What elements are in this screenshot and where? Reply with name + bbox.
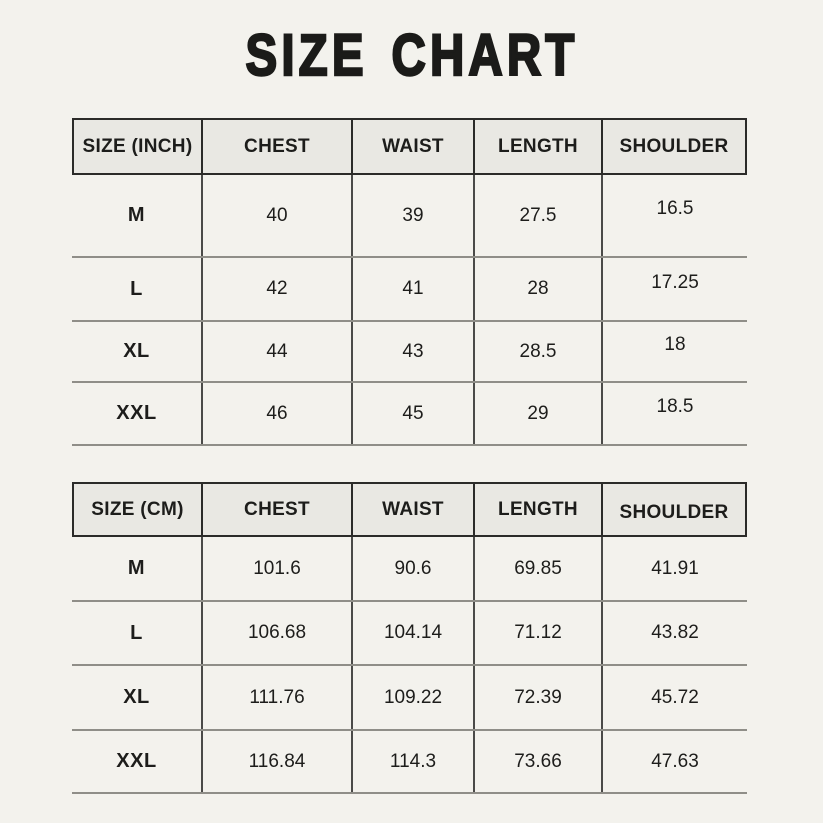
cm-row-xl [72, 666, 747, 731]
inch-row-l [72, 258, 747, 322]
cm-row-xxl [72, 731, 747, 794]
size-table-cm [72, 482, 747, 794]
length-value: 73.66 [475, 731, 603, 792]
header-size-inch: SIZE (INCH) [72, 118, 203, 175]
header-shoulder: SHOULDER [603, 118, 747, 175]
waist-value: 109.22 [353, 666, 475, 729]
length-value: 72.39 [475, 666, 603, 729]
waist-value: 104.14 [353, 602, 475, 664]
waist-value: 114.3 [353, 731, 475, 792]
header-shoulder: SHOULDER [603, 482, 747, 537]
chest-value: 40 [203, 175, 353, 256]
header-size-cm: SIZE (CM) [72, 482, 203, 537]
shoulder-value: 43.82 [651, 622, 699, 643]
size-label: XXL [72, 383, 203, 444]
waist-value: 41 [353, 258, 475, 320]
inch-header-row [72, 118, 747, 175]
chest-value: 42 [203, 258, 353, 320]
header-chest: CHEST [203, 482, 353, 537]
chest-value: 116.84 [203, 731, 353, 792]
shoulder-value: 18 [664, 334, 686, 355]
chest-value: 106.68 [203, 602, 353, 664]
size-label: XL [72, 322, 203, 381]
inch-row-xxl [72, 383, 747, 446]
shoulder-value: 41.91 [651, 557, 699, 579]
title-container [0, 23, 823, 88]
header-length: LENGTH [475, 118, 603, 175]
length-value: 29 [475, 383, 603, 444]
cm-row-l [72, 602, 747, 666]
chest-value: 46 [203, 383, 353, 444]
shoulder-value: 45.72 [651, 686, 699, 708]
waist-value: 43 [353, 322, 475, 381]
header-chest: CHEST [203, 118, 353, 175]
inch-row-xl [72, 322, 747, 383]
header-waist: WAIST [353, 118, 475, 175]
shoulder-value: 17.25 [651, 271, 699, 293]
page-title: SIZE CHART [245, 23, 578, 88]
chest-value: 44 [203, 322, 353, 381]
length-value: 71.12 [475, 602, 603, 664]
inch-row-m [72, 175, 747, 258]
length-value: 28.5 [475, 322, 603, 381]
size-label: L [72, 258, 203, 320]
header-length: LENGTH [475, 482, 603, 537]
size-label: M [72, 537, 203, 600]
cm-header-row [72, 482, 747, 537]
size-label: M [72, 175, 203, 256]
size-label: L [72, 602, 203, 664]
size-table-inch [72, 118, 747, 446]
length-value: 27.5 [475, 175, 603, 256]
waist-value: 90.6 [353, 537, 475, 600]
header-waist: WAIST [353, 482, 475, 537]
shoulder-value: 18.5 [656, 396, 694, 417]
cm-row-m [72, 537, 747, 602]
size-label: XL [72, 666, 203, 729]
waist-value: 45 [353, 383, 475, 444]
chest-value: 111.76 [203, 666, 353, 729]
waist-value: 39 [353, 175, 475, 256]
shoulder-value: 16.5 [656, 198, 694, 219]
length-value: 28 [475, 258, 603, 320]
chest-value: 101.6 [203, 537, 353, 600]
shoulder-value: 47.63 [651, 750, 699, 772]
size-label: XXL [72, 731, 203, 792]
length-value: 69.85 [475, 537, 603, 600]
